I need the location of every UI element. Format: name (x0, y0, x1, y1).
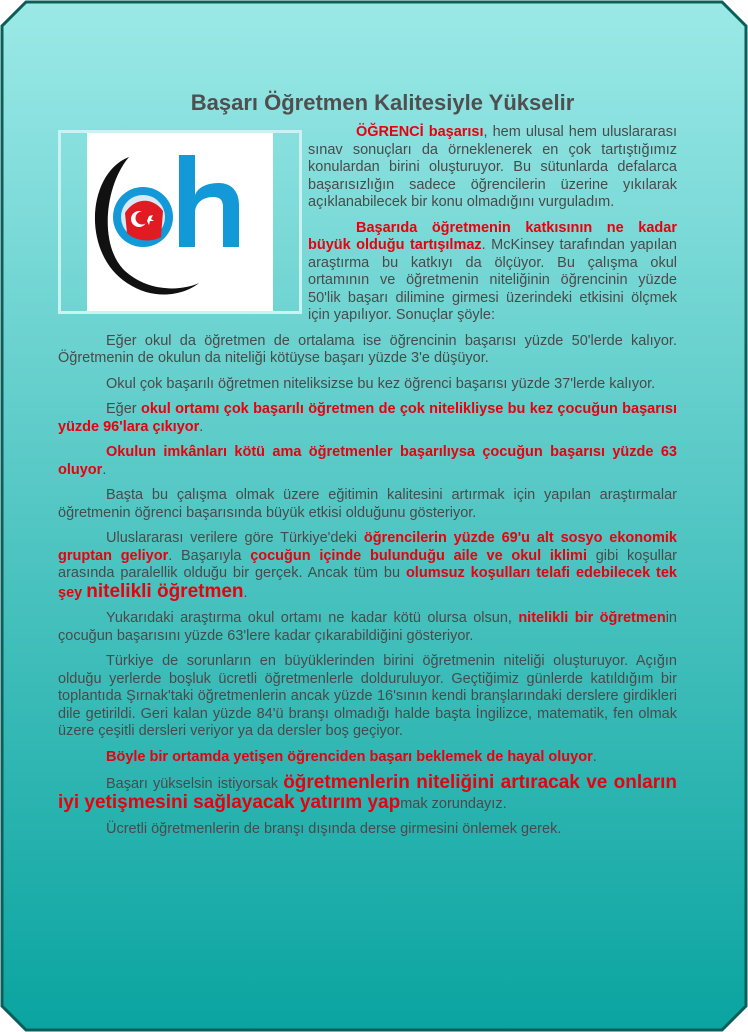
text: , hem ulusal hem uluslararası sınav sonuçları da örneklenerek en çok tartıştığımız konulardan birini oluşturuyor. Bu sütunlarda defalarca başarısızlığın sadece öğrencilerin üzerine yıkılarak açıklanabilecek bir konu olmadığını vurguladım. (308, 124, 677, 210)
text: . Başarıyla (168, 547, 251, 564)
paragraph-13: Ücretli öğretmenlerin de branşı dışında derse girmesini önlemek gerek. (106, 821, 562, 837)
paragraph-6 (58, 444, 677, 479)
paragraph-9 (58, 610, 677, 645)
text: . (199, 418, 204, 435)
emphasis: olumsuz koşulları telafi edebilecek tek şey (58, 565, 677, 601)
text: . McKinsey tarafından yapılan araştırma bu katkıyı da ölçüyor. Bu çalışma okul ortamının ve öğretmenin niteliğinin öğrencinin yüzde 50'lik başarı dilimine girmesi üzerindeki etkisini ölçmek için yapılıyor. Sonuçlar şöyle: (308, 237, 677, 323)
text: Yukarıdaki araştırma okul ortamı ne kadar kötü olursa olsun, (106, 610, 519, 626)
text: in çocuğun başarısını yüzde 63'lere kadar çıkarabildiğini gösteriyor. (58, 610, 677, 644)
emphasis: Başarıda öğretmenin katkısının ne kadar büyük olduğu tartışılmaz (308, 219, 677, 253)
text: Eğer (106, 401, 141, 417)
emphasis-large: öğretmenlerin niteliğini artıracak ve onların iyi yetişmesini sağlayacak yatırım yap (58, 772, 677, 813)
paragraph-12 (58, 774, 677, 813)
paragraph-11 (58, 749, 677, 767)
logo-frame (58, 130, 302, 314)
paragraph-3: Eğer okul da öğretmen de ortalama ise öğrencinin başarısı yüzde 50'lerde kalıyor. Öğretmenin de okulun da niteliği kötüyse başarı yüzde 3'e düşüyor. (58, 332, 677, 366)
text: Uluslararası verilere göre Türkiye'deki (106, 530, 364, 546)
text: . (592, 748, 597, 765)
text: mak zorundayız. (400, 795, 507, 812)
oh-flag-logo-icon (87, 133, 273, 311)
emphasis: ÖĞRENCİ başarısı (356, 124, 484, 140)
emphasis: çocuğun içinde bulunduğu aile ve okul iklimi (250, 547, 587, 564)
emphasis: Böyle bir ortamda yetişen öğrenciden başarı beklemek de hayal oluyor (106, 748, 593, 765)
emphasis: nitelikli bir öğretmen (518, 610, 666, 626)
paragraph-8 (58, 530, 677, 602)
paragraph-7: Başta bu çalışma olmak üzere eğitimin kalitesini artırmak için yapılan araştırmalar öğretmenin öğrenci başarısında büyük etkisi olduğunu gösteriyor. (58, 487, 677, 521)
emphasis-large: nitelikli öğretmen (86, 580, 244, 602)
article-title: Başarı Öğretmen Kalitesiyle Yükselir (190, 90, 575, 115)
paragraph-4: Okul çok başarılı öğretmen niteliksizse bu kez öğrenci başarısı yüzde 37'lerde kalıyor. (106, 375, 656, 392)
paragraph-5 (58, 401, 677, 436)
text: . (243, 584, 248, 601)
emphasis: öğrencilerin yüzde 69'u alt sosyo ekonomik gruptan geliyor (58, 530, 677, 564)
emphasis: okul ortamı çok başarılı öğretmen de çok nitelikliyse bu kez çocuğun başarısı yüzde 96'lara çıkıyor (58, 401, 677, 435)
text: . (102, 461, 107, 478)
emphasis: Okulun imkânları kötü ama öğretmenler başarılıysa çocuğun başarısı yüzde 63 oluyor (58, 444, 677, 478)
paragraph-10: Türkiye de sorunların en büyüklerinden birini öğretmenin niteliği oluşturuyor. Açığın olduğu yerlerde boşluk ücretli öğretmenlerle dolduruluyor. Geçtiğimiz günlerde katıldığım bir toplantıda Şırnak'taki öğretmenlerin ancak yüzde 16'sının kendi branşlarındaki derslere girdikleri dile getirildi. Geri kalan yüzde 84'ü branşı olmadığı halde başta İngilizce, matematik, fen olmak üzere çeşitli dersleri veriyor ya da dersler boş geçiyor. (58, 653, 677, 739)
text: Başarı yükselsin istiyorsak (106, 776, 284, 792)
logo-image (87, 133, 273, 311)
text: gibi koşullar arasında paralellik olduğu bir gerçek. Ancak tüm bu (58, 547, 677, 581)
article (58, 88, 677, 847)
